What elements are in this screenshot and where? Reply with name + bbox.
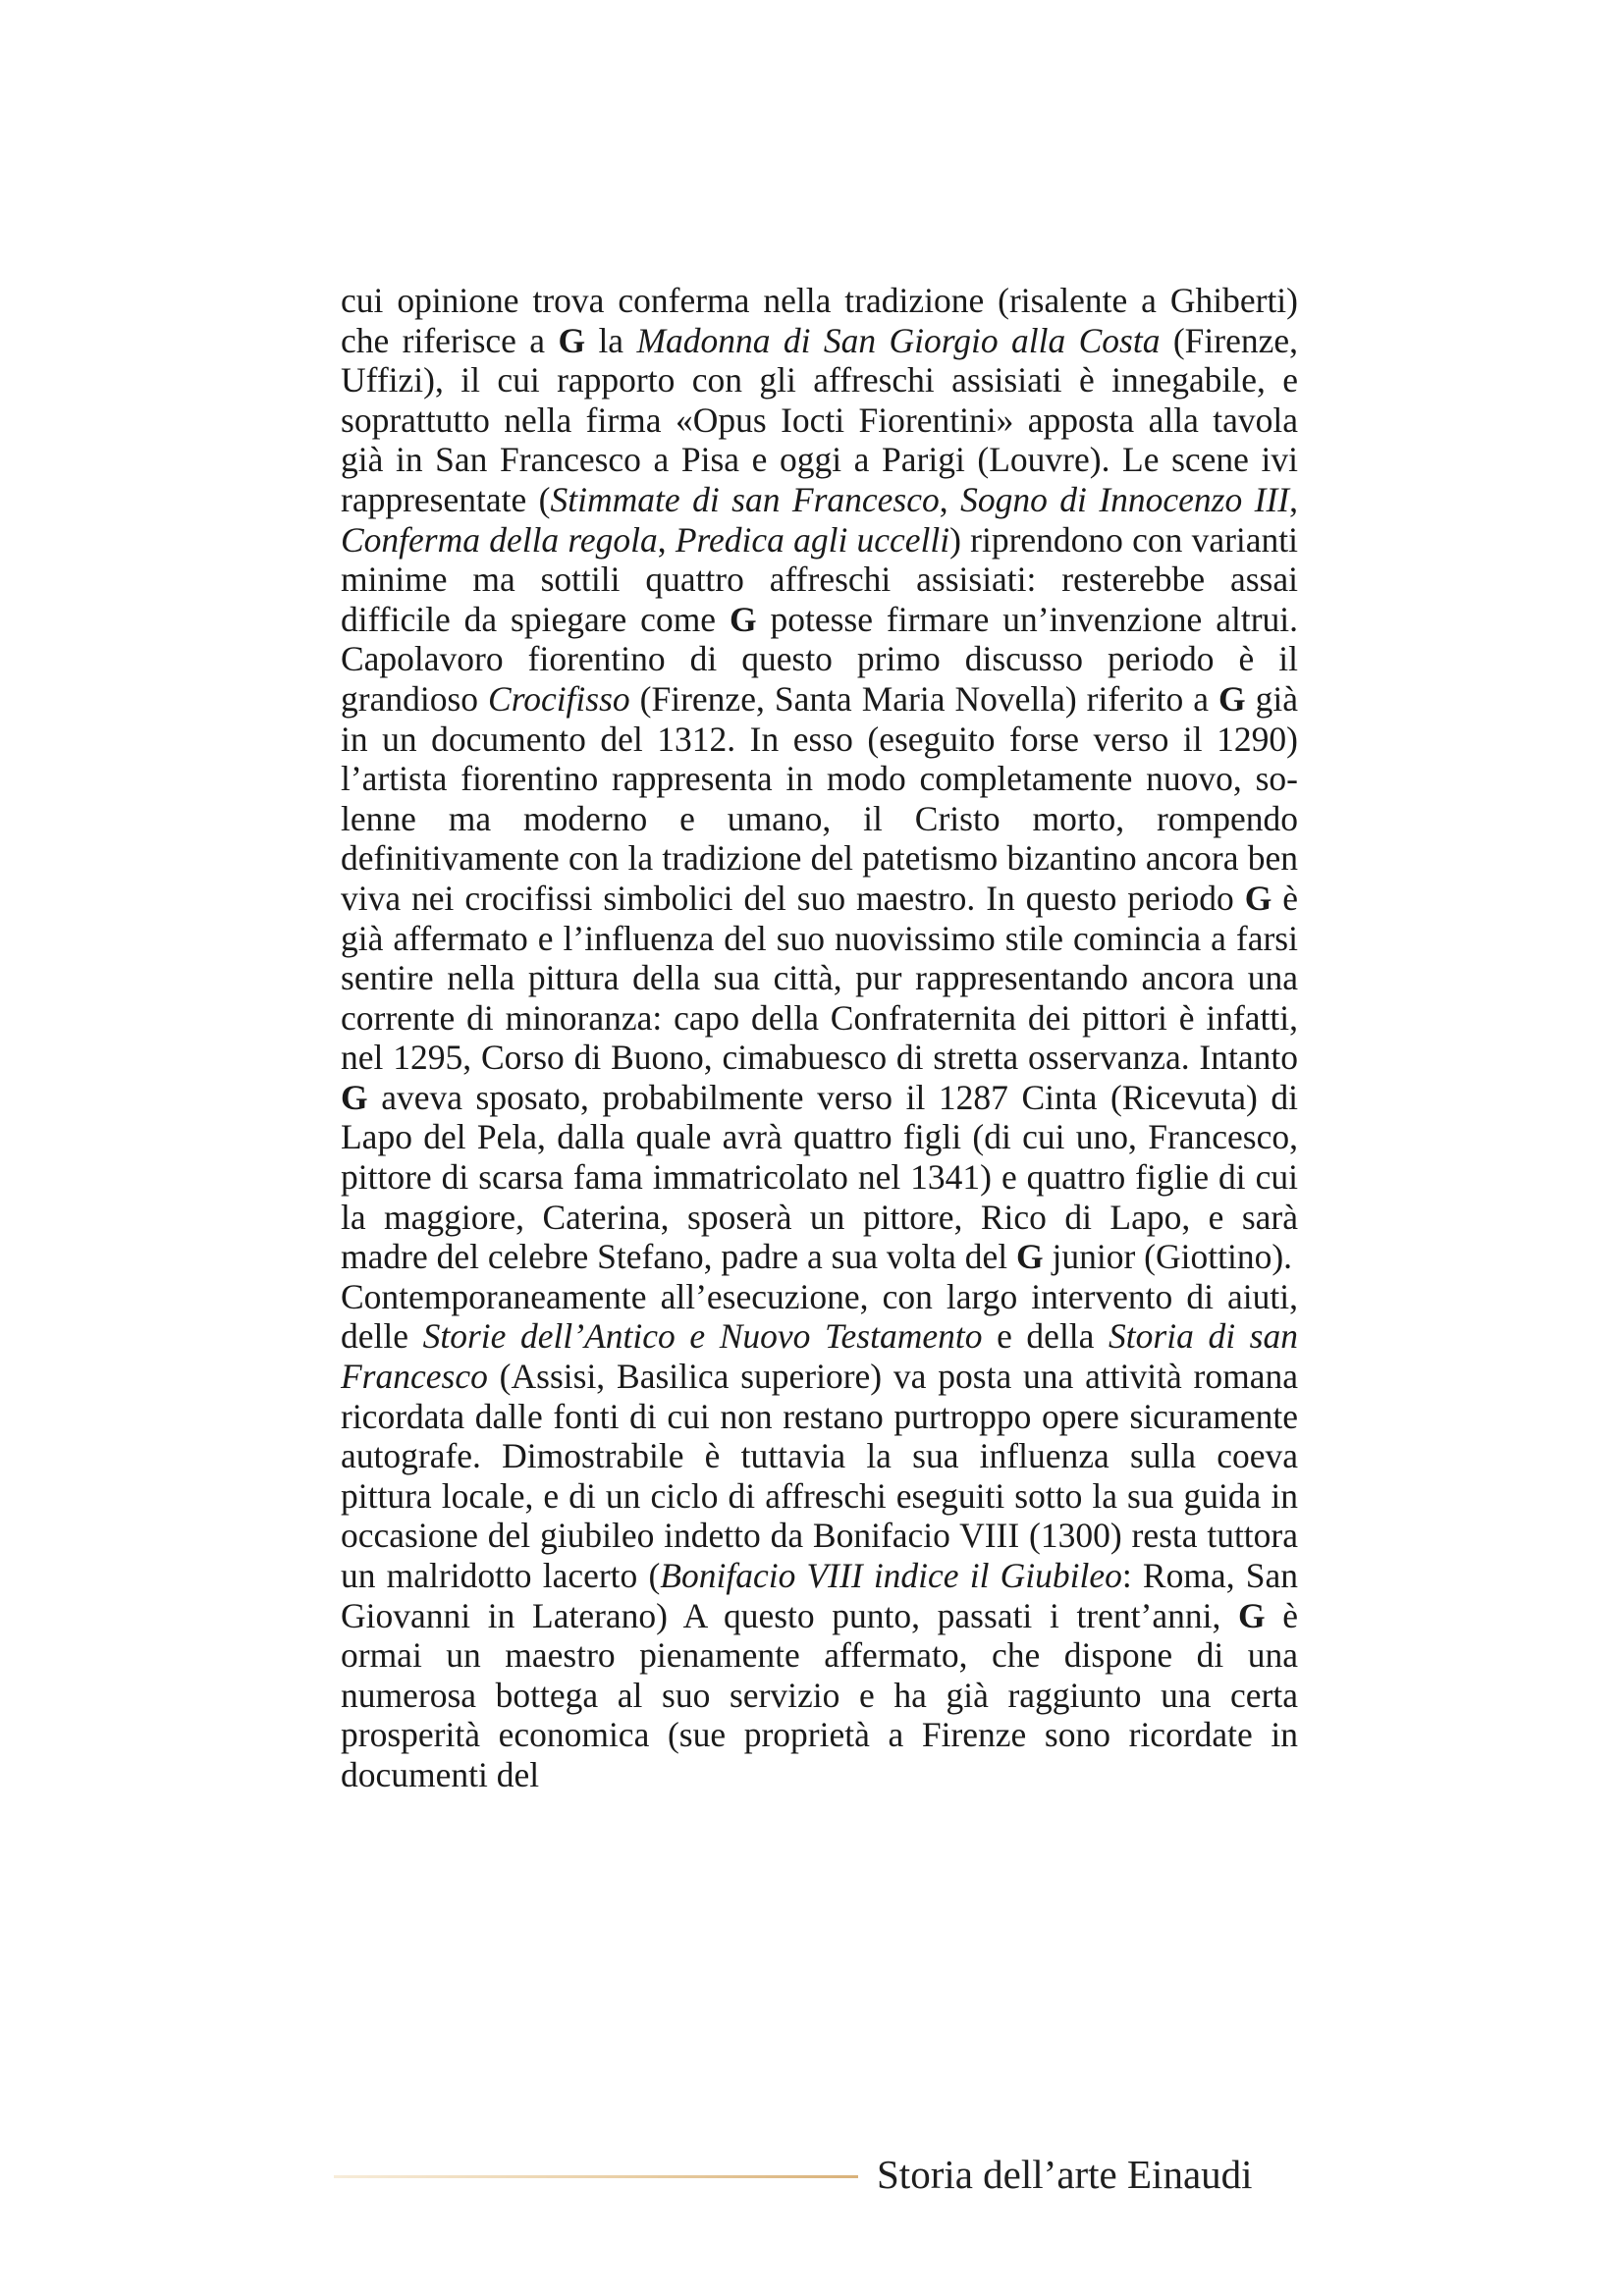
text-run: (Firenze, Santa Maria Novella) riferito a bbox=[629, 678, 1218, 719]
text-run: Contemporaneamente all’esecuzione, con largo intervento di aiuti, delle bbox=[341, 1276, 1298, 1357]
artwork-title: Sogno di Innocenzo III bbox=[960, 479, 1290, 519]
text-run: e della bbox=[982, 1316, 1109, 1357]
artwork-title: Conferma della regola bbox=[341, 519, 658, 560]
paragraph bbox=[341, 281, 1298, 1277]
artwork-title: Storia di san Francesco bbox=[341, 1316, 1298, 1397]
footer-rule bbox=[334, 2175, 858, 2178]
artwork-title: Stimmate di san Francesco bbox=[550, 479, 940, 519]
text-run: , bbox=[1289, 479, 1299, 519]
text-run: già in un documento del 1312. In esso (eseguito forse verso il 1290) l’artista fiorentino rappresenta in modo completamente nuovo, solenne ma moderno e umano, il Cristo morto, rompendo definitivamente con la tradizione del patetismo bizantino ancora ben viva nei crocifissi simbolici del suo maestro. In questo periodo bbox=[341, 678, 1298, 918]
text-run: è ormai un maestro pienamente affermato, che dispone di una numerosa bottega al suo servizio e ha già raggiunto una certa prosperità economica (sue proprietà a Firenze sono ricordate in documenti del bbox=[341, 1595, 1298, 1794]
text-run: (Firenze, Uffizi), il cui rapporto con gli affreschi assisiati è innegabile, e soprattutto nella firma «Opus Iocti Fiorentini» apposta alla tavola già in San Francesco a Pisa e oggi a Parigi (Louvre). Le scene ivi rappresentate ( bbox=[341, 320, 1299, 519]
text-run: è già affermato e l’influenza del suo nuovissimo stile comincia a farsi sentire nella pittura della sua città, pur rappresentando ancora una corrente di minoranza: capo della Confraternita dei pittori è infatti, nel 1295, Corso di Buono, cimabuesco di stretta osservanza. Intanto bbox=[341, 878, 1298, 1078]
artwork-title: Madonna di San Giorgio alla Costa bbox=[636, 320, 1161, 360]
text-run: , bbox=[939, 479, 961, 519]
bold-term: G bbox=[1237, 1595, 1266, 1635]
text-run: aveva sposato, probabilmente verso il 1287 Cinta (Ricevuta) di Lapo del Pela, dalla quale avrà quattro figli (di cui uno, Francesco, pittore di scarsa fama immatricolato nel 1341) e quattro figlie di cui la maggiore, Caterina, sposerà un pittore, Rico di Lapo, e sarà madre del celebre Stefano, padre a sua volta del bbox=[341, 1077, 1298, 1277]
body-text bbox=[341, 281, 1298, 1795]
text-run: , bbox=[657, 519, 676, 560]
text-run: (Assisi, Basilica superiore) va posta una attività romana ricordata dalle fonti di cui non restano purtroppo opere sicuramente autografe. Dimostrabile è tuttavia la sua influenza sulla coeva pittura locale, e di un ciclo di affreschi eseguiti sotto la sua guida in occasione del giubileo indetto da Bonifacio VIII (1300) resta tuttora un malridotto lacerto ( bbox=[341, 1357, 1298, 1595]
text-run: potesse firmare un’invenzione altrui. Capolavoro fiorentino di questo primo discusso periodo è il grandioso bbox=[341, 599, 1299, 719]
bold-term: G bbox=[558, 320, 586, 360]
text-run: junior (Giottino). bbox=[1043, 1237, 1293, 1277]
bold-term: G bbox=[1218, 678, 1246, 719]
bold-term: G bbox=[1016, 1237, 1044, 1277]
artwork-title: Crocifisso bbox=[488, 678, 630, 719]
text-run: ) riprendono con varianti minime ma sottili quattro affreschi assisiati: resterebbe assai difficile da spiegare come bbox=[341, 519, 1298, 639]
bold-term: G bbox=[729, 599, 757, 639]
artwork-title: Predica agli uccelli bbox=[675, 519, 950, 560]
bold-term: G bbox=[341, 1077, 368, 1117]
bold-term: G bbox=[1244, 878, 1272, 918]
text-run: cui opinione trova conferma nella tradizione (risalente a Ghiberti) che riferisce a bbox=[341, 281, 1298, 360]
paragraph bbox=[341, 1277, 1298, 1795]
artwork-title: Storie dell’Antico e Nuovo Testamento bbox=[422, 1316, 983, 1357]
text-run: la bbox=[585, 320, 637, 360]
footer-title: Storia dell’arte Einaudi bbox=[877, 2152, 1253, 2197]
text-run: : Roma, San Giovanni in Laterano) A questo punto, passati i trent’anni, bbox=[341, 1556, 1298, 1635]
artwork-title: Bonifacio VIII indice il Giubileo bbox=[660, 1556, 1122, 1595]
